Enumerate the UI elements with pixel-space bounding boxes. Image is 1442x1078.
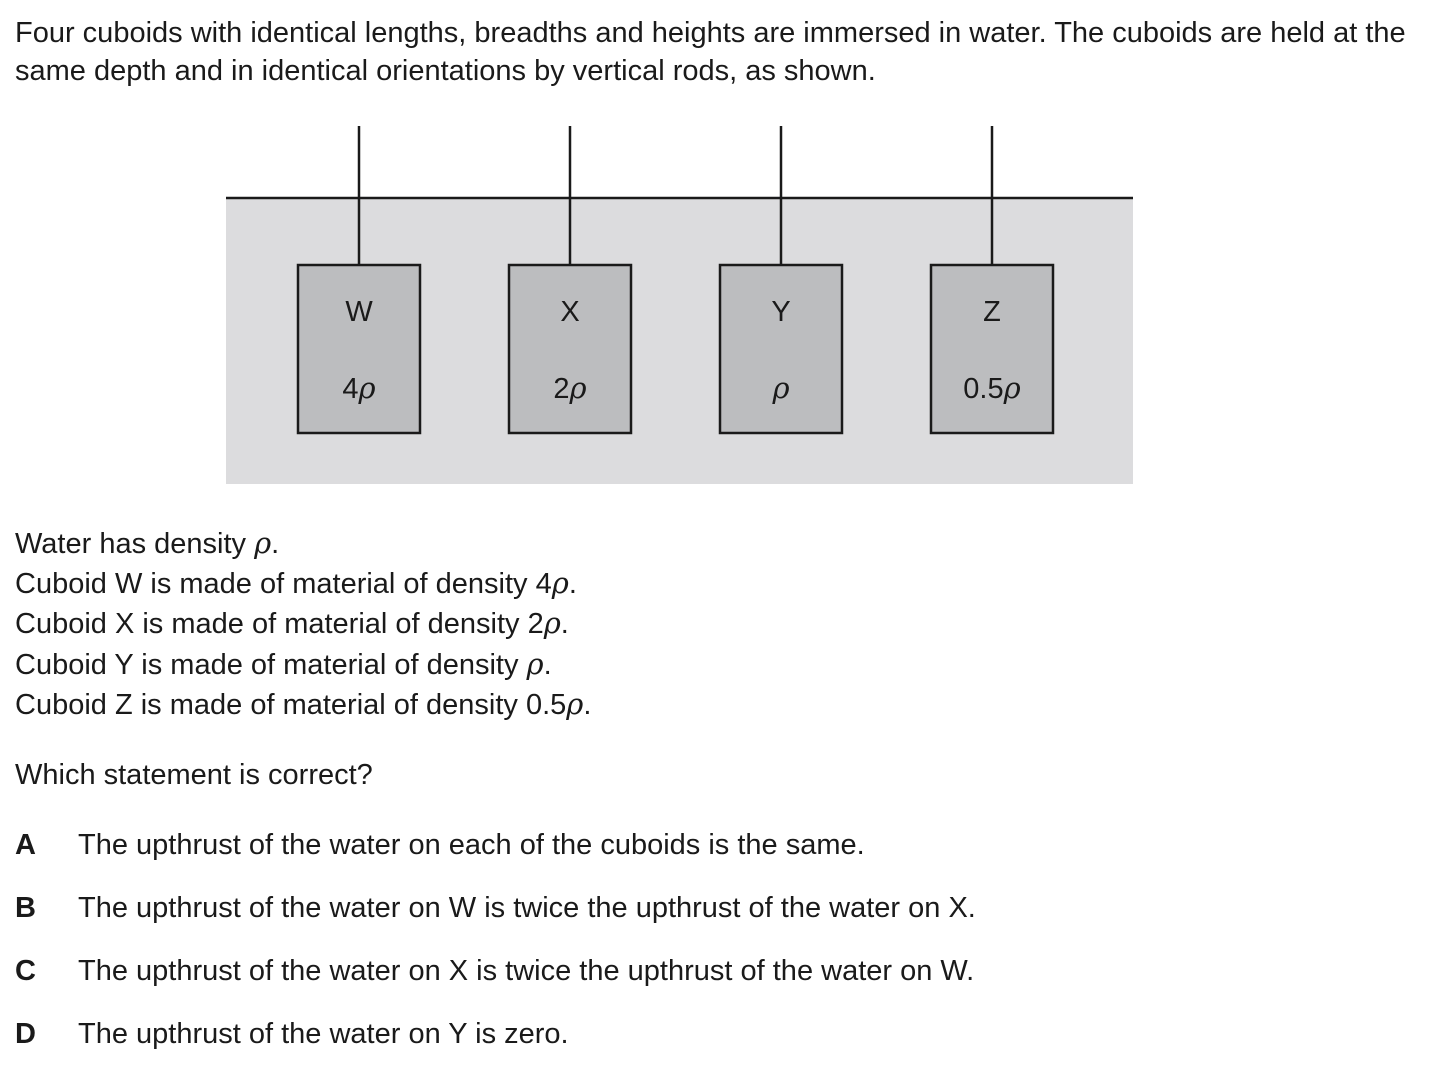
rho-symbol: ρ (566, 686, 584, 721)
rho-symbol: ρ (543, 606, 561, 641)
fact-cuboid-x-density (15, 604, 591, 644)
cuboid-x (509, 126, 631, 433)
option-letter: A (15, 829, 36, 861)
cuboid-w-label: W (345, 296, 373, 328)
fact-cuboid-w-density (15, 564, 591, 604)
fact-text: Water has density (15, 528, 255, 560)
fact-suffix: . (568, 568, 577, 601)
rho-symbol: ρ (358, 371, 376, 405)
fact-water-density (15, 524, 591, 564)
fact-value: 2 (527, 608, 544, 641)
cuboid-w-density-value: 4 (342, 373, 359, 405)
cuboid-y (720, 126, 842, 433)
fact-suffix: . (543, 648, 552, 681)
fact-text: Cuboid Z is made of material of density (15, 688, 526, 721)
cuboid-y-block (720, 265, 842, 433)
cuboid-x-block (509, 265, 631, 433)
cuboid-z-density-value: 0.5 (963, 373, 1004, 405)
cuboid-y-density (771, 371, 789, 405)
cuboids-in-water-diagram (0, 0, 1442, 500)
question-prompt: Which statement is correct? (15, 759, 373, 791)
fact-suffix: . (271, 528, 280, 560)
question-intro: Four cuboids with identical lengths, breadths and heights are immersed in water. The cuboids are held at the same depth and in identical orientations by vertical rods, as shown. (15, 17, 1406, 87)
fact-suffix: . (583, 688, 592, 721)
fact-cuboid-y-density (15, 645, 591, 685)
fact-value: 0.5 (525, 688, 567, 721)
option-text: The upthrust of the water on each of the cuboids is the same. (78, 829, 865, 861)
cuboid-z-density (963, 371, 1020, 405)
fact-cuboid-z-density (15, 685, 591, 725)
cuboid-x-label: X (560, 296, 580, 328)
rho-symbol: ρ (569, 371, 587, 405)
fact-text: Cuboid Y is made of material of density (15, 648, 527, 681)
option-text: The upthrust of the water on X is twice the upthrust of the water on W. (78, 955, 975, 987)
rho-symbol: ρ (254, 526, 272, 560)
cuboid-z-label: Z (983, 296, 1001, 328)
cuboid-w (298, 126, 420, 433)
rho-symbol: ρ (772, 371, 790, 405)
rho-symbol: ρ (1003, 371, 1021, 405)
fact-value: 4 (535, 568, 552, 601)
option-letter: C (15, 955, 36, 987)
fact-text: Cuboid W is made of material of density (15, 568, 536, 601)
option-text: The upthrust of the water on W is twice the upthrust of the water on X. (78, 892, 976, 924)
option-letter: D (15, 1018, 36, 1050)
density-facts (15, 524, 591, 725)
rho-symbol: ρ (551, 566, 569, 601)
fact-suffix: . (560, 608, 569, 641)
cuboid-y-label: Y (771, 296, 791, 328)
cuboid-w-block (298, 265, 420, 433)
rho-symbol: ρ (526, 646, 544, 681)
option-text: The upthrust of the water on Y is zero. (78, 1018, 569, 1050)
cuboid-x-density-value: 2 (553, 373, 570, 405)
fact-text: Cuboid X is made of material of density (15, 608, 528, 641)
cuboid-z-block (931, 265, 1053, 433)
cuboid-z (931, 126, 1053, 433)
cuboid-w-density (342, 371, 375, 405)
option-letter: B (15, 892, 36, 924)
cuboid-x-density (553, 371, 586, 405)
